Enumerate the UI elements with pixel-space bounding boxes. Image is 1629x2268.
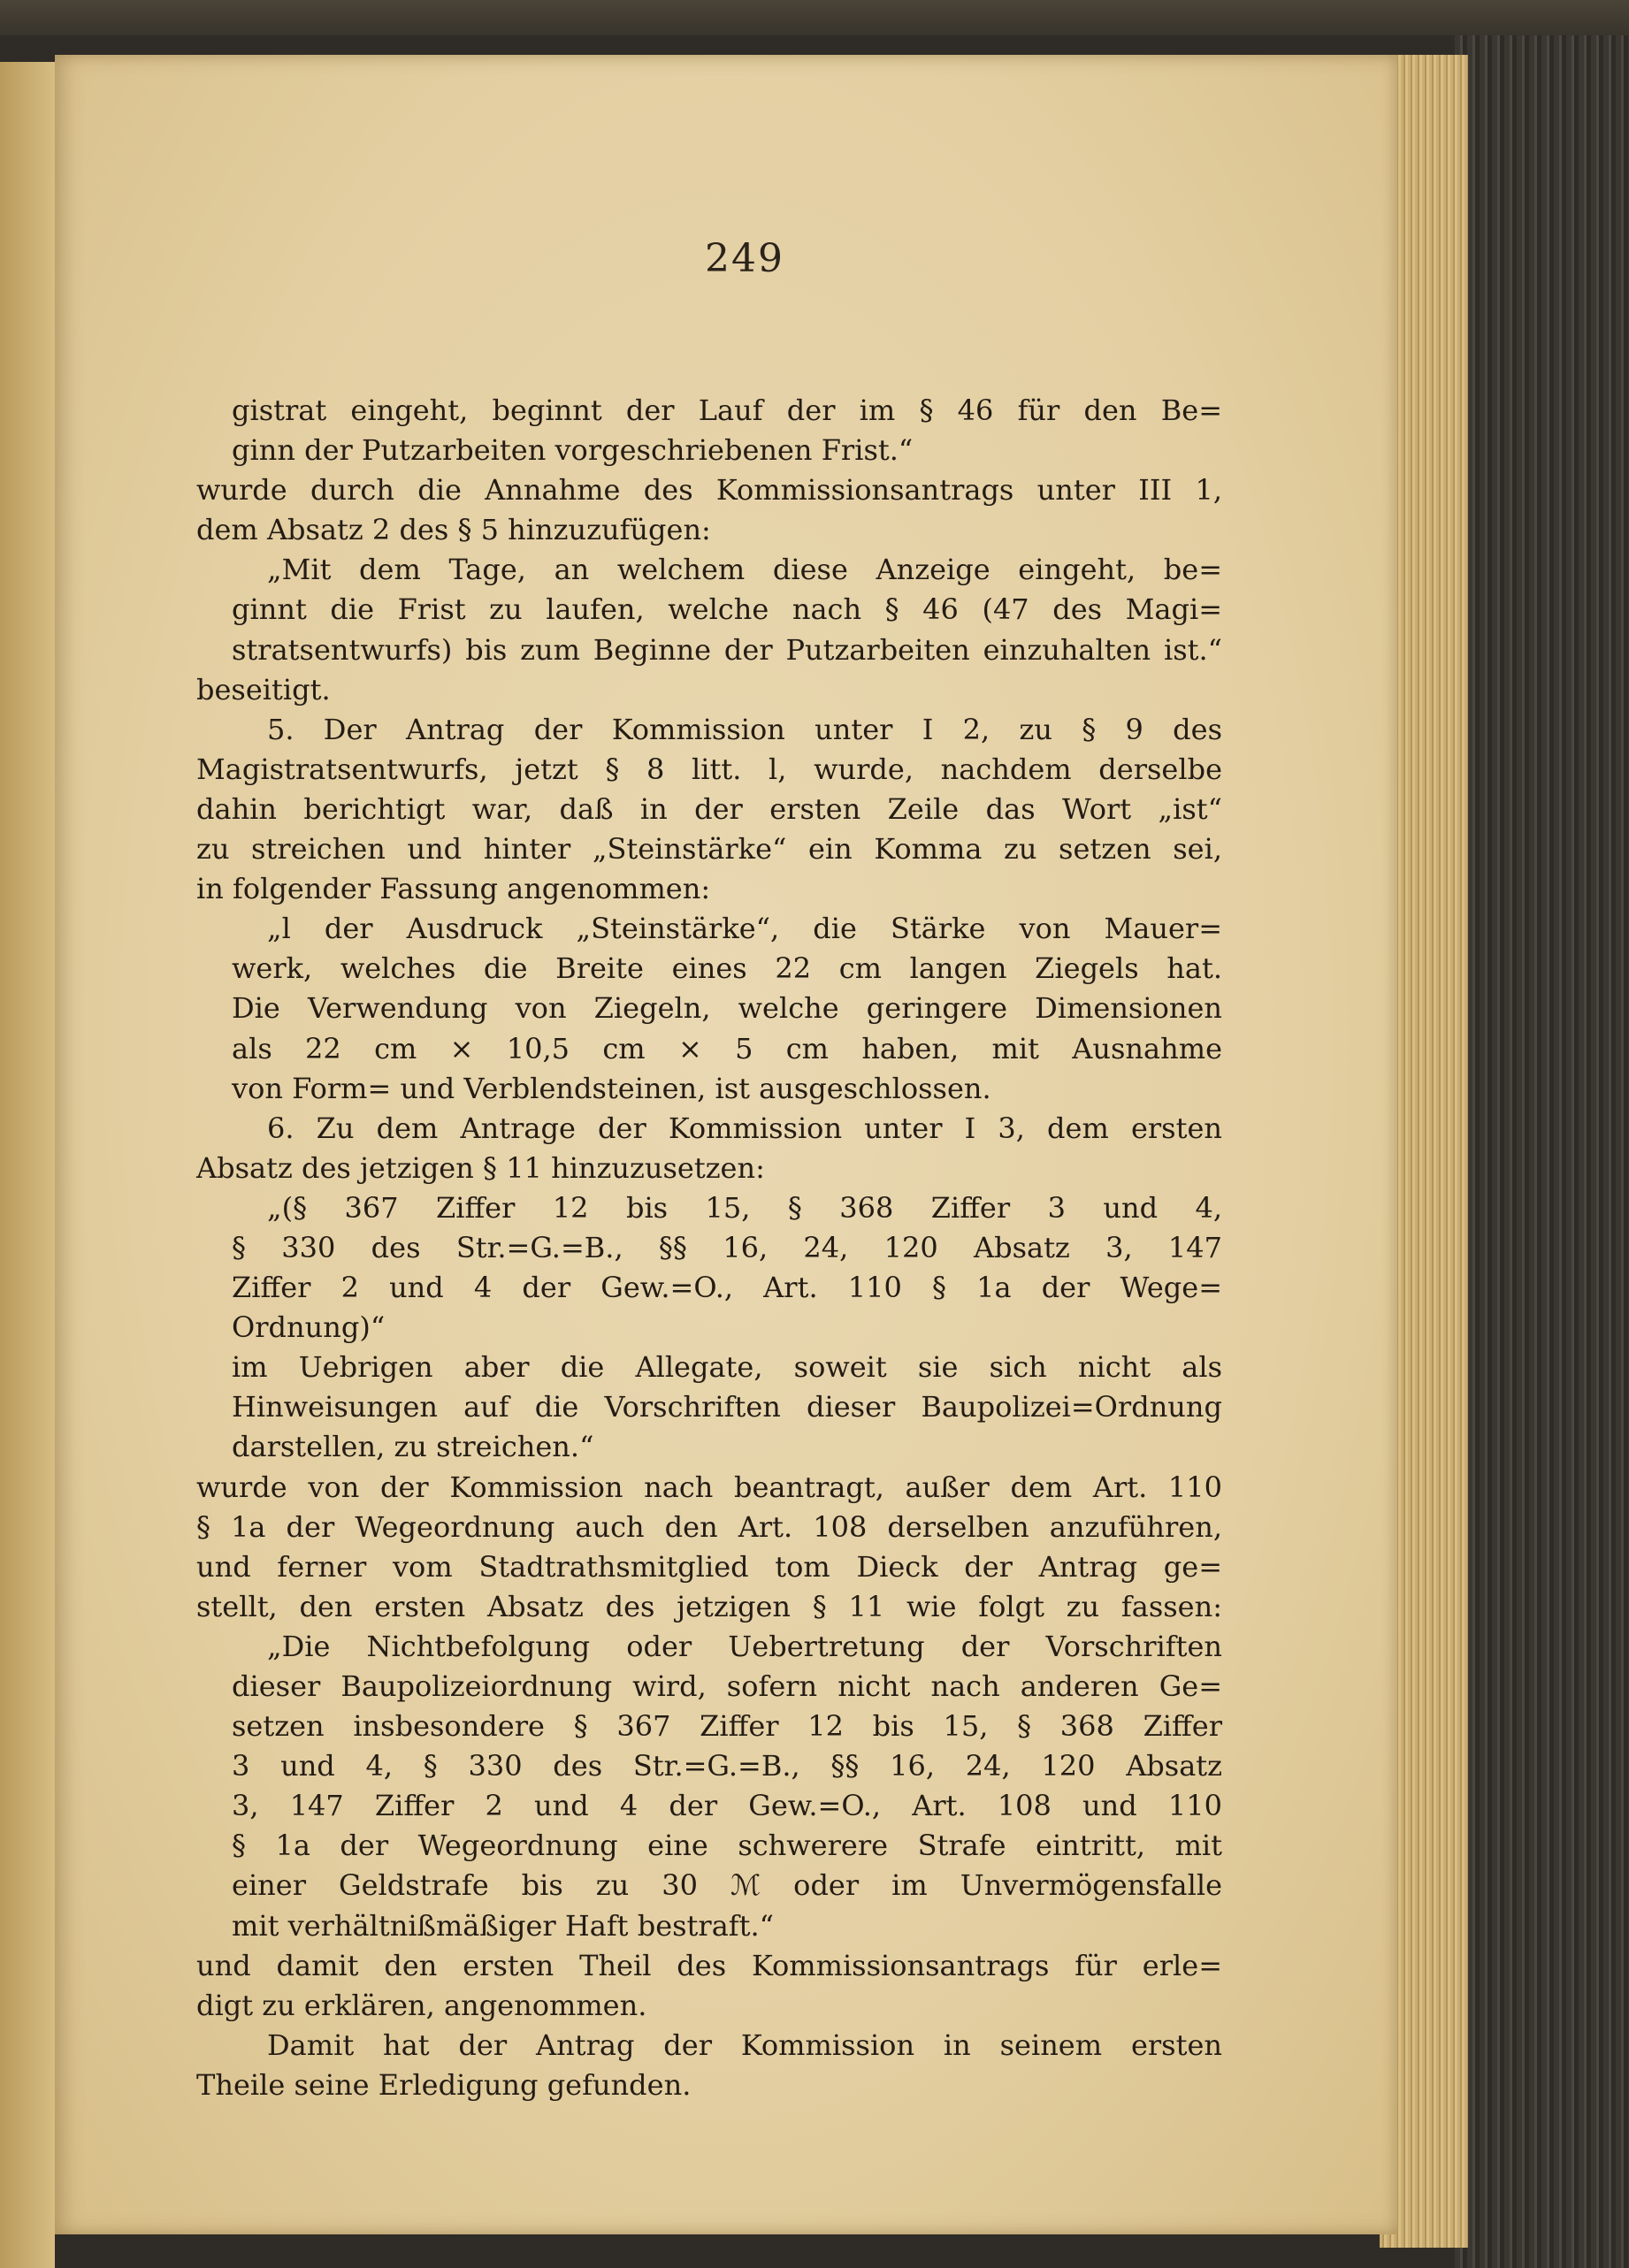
text-line: in folgender Fassung angenommen: [196,872,711,906]
text-line: Die Verwendung von Ziegeln, welche geringere Dimensionen [232,991,1222,1026]
text-line: § 1a der Wegeordnung auch den Art. 108 derselben anzuführen, [196,1509,1222,1544]
text-line: digt zu erklären, angenommen. [196,1988,647,2022]
page-number: 249 [705,236,784,281]
text-line: einer Geldstrafe bis zu 30 ℳ oder im Unvermögensfalle [232,1868,1222,1903]
text-line: werk, welches die Breite eines 22 cm langen Ziegels hat. [232,951,1222,986]
text-line: stratsentwurfs) bis zum Beginne der Putzarbeiten einzuhalten ist.“ [232,632,1222,667]
text-line: 5. Der Antrag der Kommission unter I 2, zu § 9 des [267,712,1222,746]
text-line: Damit hat der Antrag der Kommission in seinem ersten [267,2027,1222,2062]
text-line: dem Absatz 2 des § 5 hinzuzufügen: [196,513,711,547]
text-line: 6. Zu dem Antrage der Kommission unter I 3, dem ersten [267,1111,1222,1145]
book-page [55,55,1397,2234]
text-line: Ordnung)“ [232,1310,386,1345]
text-line: „Mit dem Tage, an welchem diese Anzeige eingeht, be= [267,553,1222,587]
text-line: und ferner vom Stadtrathsmitglied tom Dieck der Antrag ge= [196,1549,1222,1584]
text-line: § 1a der Wegeordnung eine schwerere Strafe eintritt, mit [232,1829,1222,1863]
text-line: Hinweisungen auf die Vorschriften dieser Baupolizei=Ordnung [232,1390,1222,1424]
text-line: zu streichen und hinter „Steinstärke“ ein Komma zu setzen sei, [196,832,1222,867]
text-line: setzen insbesondere § 367 Ziffer 12 bis 15, § 368 Ziffer [232,1709,1222,1744]
facing-page-edge [0,62,55,2268]
text-line: Theile seine Erledigung gefunden. [196,2067,692,2102]
text-line: ginn der Putzarbeiten vorgeschriebenen Frist.“ [232,433,914,468]
body-text [196,391,1222,2105]
text-line: mit verhältnißmäßiger Haft bestraft.“ [232,1908,775,1943]
text-line: „Die Nichtbefolgung oder Uebertretung der Vorschriften [267,1629,1222,1663]
text-line: stellt, den ersten Absatz des jetzigen § 11 wie folgt zu fassen: [196,1589,1222,1623]
text-line: § 330 des Str.=G.=B., §§ 16, 24, 120 Absatz 3, 147 [232,1230,1222,1264]
text-line: „l der Ausdruck „Steinstärke“, die Stärke von Mauer= [267,912,1222,946]
text-line: dieser Baupolizeiordnung wird, sofern nicht nach anderen Ge= [232,1669,1222,1703]
text-line: dahin berichtigt war, daß in der ersten Zeile das Wort „ist“ [196,791,1222,826]
text-line: „(§ 367 Ziffer 12 bis 15, § 368 Ziffer 3 und 4, [267,1190,1222,1225]
text-line: und damit den ersten Theil des Kommissionsantrags für erle= [196,1948,1222,1982]
text-line: als 22 cm × 10,5 cm × 5 cm haben, mit Ausnahme [232,1031,1222,1065]
text-line: darstellen, zu streichen.“ [232,1430,594,1464]
text-line: Magistratsentwurfs, jetzt § 8 litt. l, wurde, nachdem derselbe [196,752,1222,786]
text-line: beseitigt. [196,672,331,706]
text-line: 3 und 4, § 330 des Str.=G.=B., §§ 16, 24, 120 Absatz [232,1749,1222,1783]
text-line: im Uebrigen aber die Allegate, soweit sie sich nicht als [232,1350,1222,1385]
text-line: gistrat eingeht, beginnt der Lauf der im § 46 für den Be= [232,393,1222,427]
text-line: wurde durch die Annahme des Kommissionsantrags unter III 1, [196,473,1222,508]
book-cover-right-edge [1455,35,1629,2268]
text-line: wurde von der Kommission nach beantragt, außer dem Art. 110 [196,1470,1222,1504]
text-line: von Form= und Verblendsteinen, ist ausgeschlossen. [232,1071,991,1105]
text-line: ginnt die Frist zu laufen, welche nach § 46 (47 des Magi= [232,592,1222,627]
text-line: Absatz des jetzigen § 11 hinzuzusetzen: [196,1150,765,1185]
text-line: 3, 147 Ziffer 2 und 4 der Gew.=O., Art. 108 und 110 [232,1789,1222,1823]
text-line: Ziffer 2 und 4 der Gew.=O., Art. 110 § 1a der Wege= [232,1271,1222,1305]
